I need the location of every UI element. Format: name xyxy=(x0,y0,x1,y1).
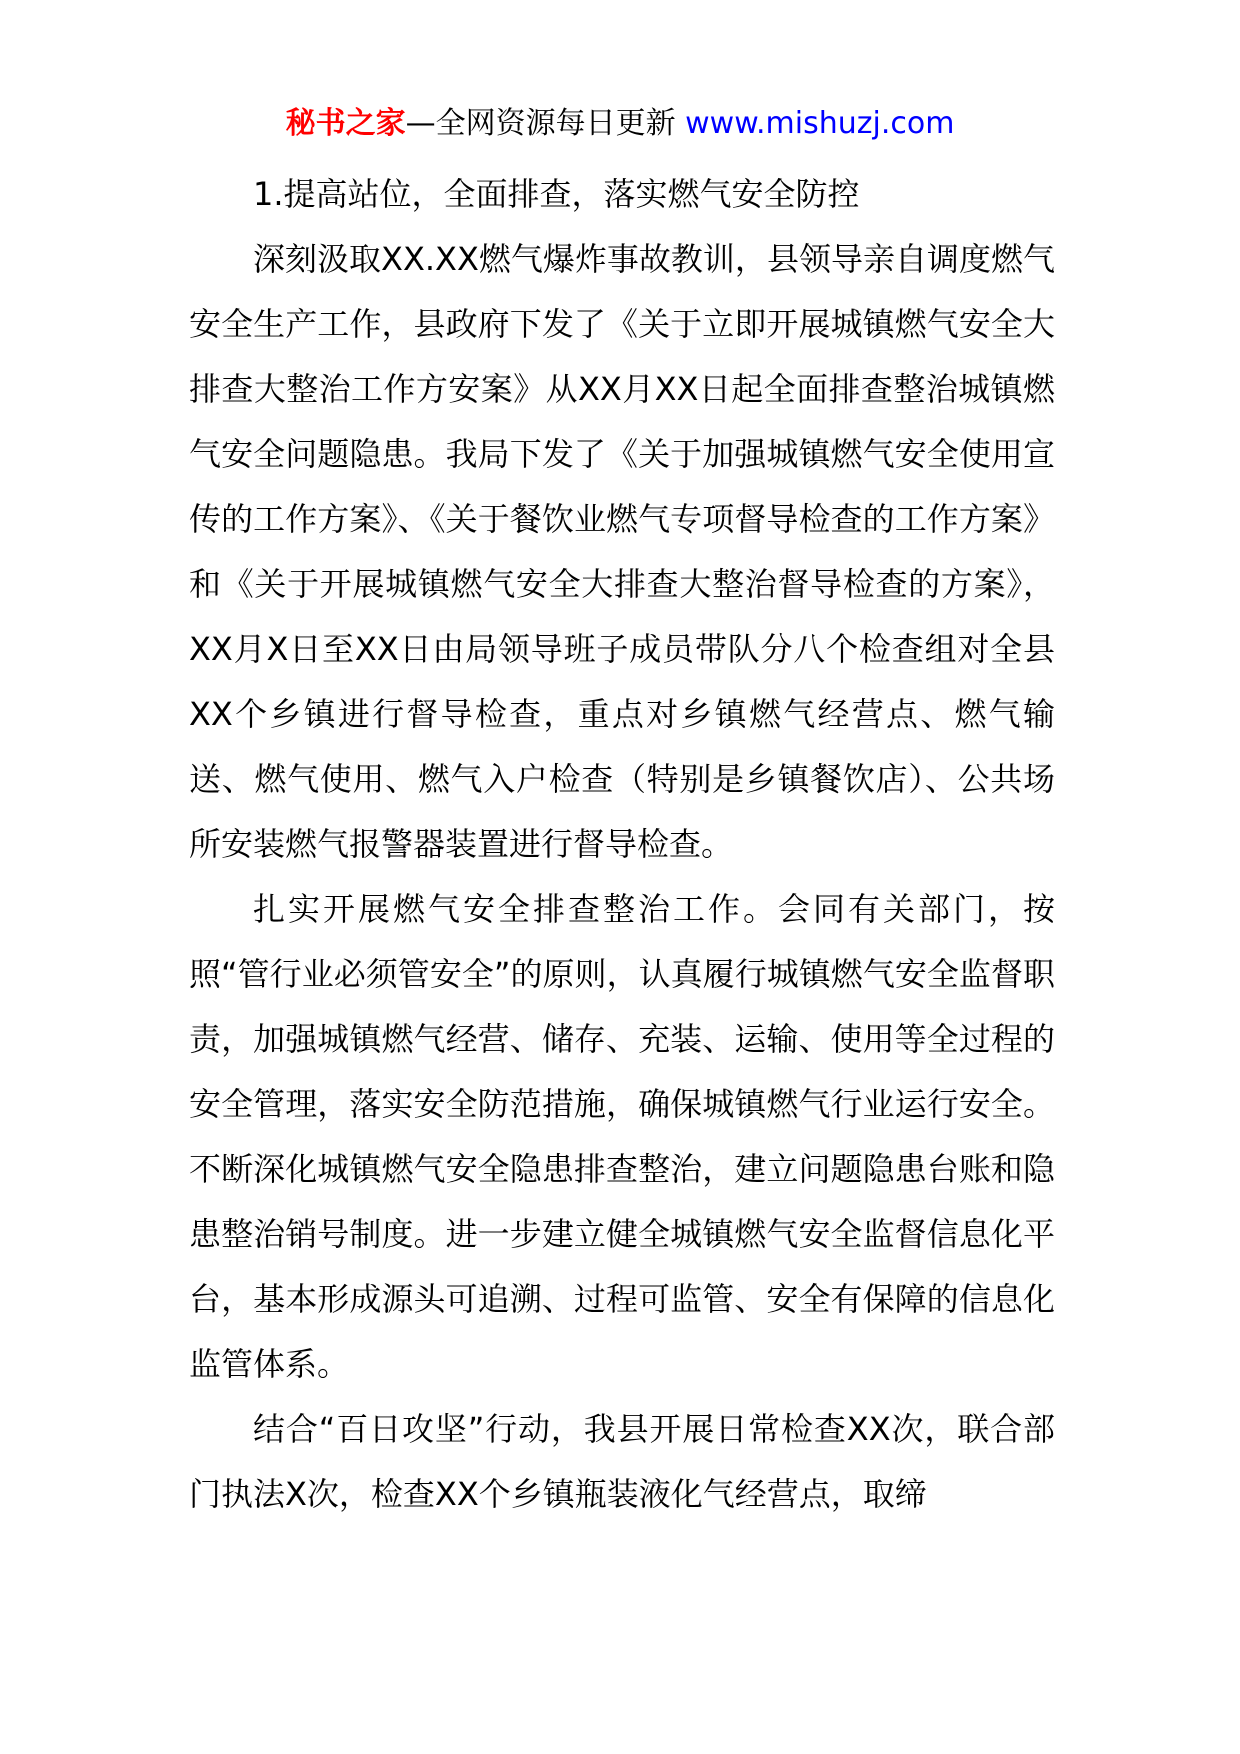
section-heading: 1.提高站位，全面排查，落实燃气安全防控 xyxy=(253,175,860,213)
paragraph-1: 深刻汲取XX.XX燃气爆炸事故教训，县领导亲自调度燃气安全生产工作，县政府下发了《关于立即开展城镇燃气安全大排查大整治工作方安案》从XX月XX日起全面排查整治城镇燃气安全问题隐患。我局下发了《关于加强城镇燃气安全使用宣传的工作方案》、《关于餐饮业燃气专项督导检查的工作方案》和《关于开展城镇燃气安全大排查大整治督导检查的方案》，XX月X日至XX日由局领导班子成员带队分八个检查组对全县XX个乡镇进行督导检查，重点对乡镇燃气经营点、燃气输送、燃气使用、燃气入户检查（特别是乡镇餐饮店）、公共场所安装燃气报警器装置进行督导检查。 xyxy=(189,240,1055,863)
page-header xyxy=(0,102,1240,146)
paragraph-3: 结合“百日攻坚”行动，我县开展日常检查XX次，联合部门执法X次，检查XX个乡镇瓶装液化气经营点，取缔 xyxy=(189,1410,1055,1513)
paragraph-2: 扎实开展燃气安全排查整治工作。会同有关部门，按照“管行业必须管安全”的原则，认真履行城镇燃气安全监督职责，加强城镇燃气经营、储存、充装、运输、使用等全过程的安全管理，落实安全防范措施，确保城镇燃气行业运行安全。不断深化城镇燃气安全隐患排查整治，建立问题隐患台账和隐患整治销号制度。进一步建立健全城镇燃气安全监督信息化平台，基本形成源头可追溯、过程可监管、安全有保障的信息化监管体系。 xyxy=(189,890,1055,1383)
brand-name: 秘书之家 xyxy=(285,106,406,141)
document-body xyxy=(189,162,1055,1527)
website-url[interactable]: www.mishuzj.com xyxy=(685,106,955,141)
header-tagline: —全网资源每日更新 xyxy=(405,106,686,141)
